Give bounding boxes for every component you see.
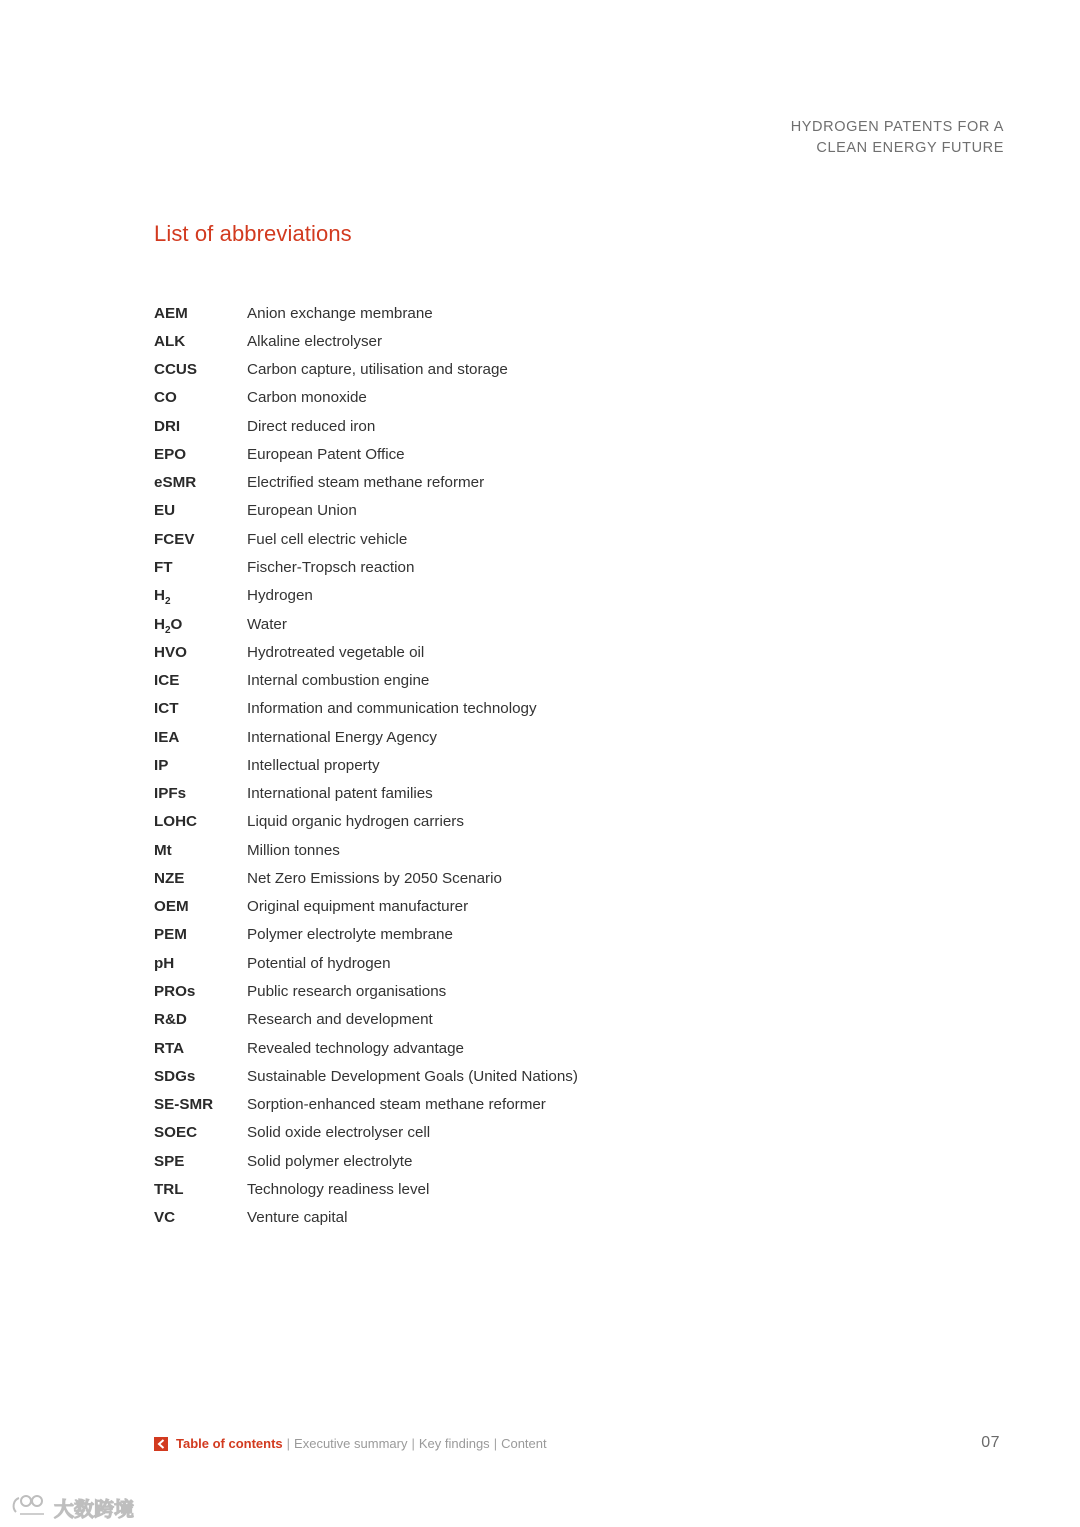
abbreviation-definition: Fischer-Tropsch reaction (247, 559, 415, 577)
abbreviation-row (154, 525, 578, 553)
abbreviation-definition: Intellectual property (247, 756, 380, 774)
abbreviation-row (154, 808, 578, 836)
abbreviation-term: pH (154, 954, 175, 972)
abbreviation-definition: Information and communication technology (247, 700, 537, 718)
abbreviation-term: SE-SMR (154, 1096, 214, 1114)
abbreviation-definition: Hydrotreated vegetable oil (247, 643, 425, 661)
abbreviation-row (154, 384, 578, 412)
abbreviation-row (154, 299, 578, 327)
abbreviation-row (154, 1090, 578, 1118)
abbreviation-term: SPE (154, 1152, 185, 1170)
footer-navigation (154, 1436, 547, 1451)
abbreviation-term: EU (154, 502, 176, 520)
abbreviation-term: ALK (154, 332, 186, 350)
abbreviation-definition: Potential of hydrogen (247, 954, 391, 972)
abbreviation-row (154, 723, 578, 751)
abbreviation-definition: Polymer electrolyte membrane (247, 926, 453, 944)
abbreviation-definition: Technology readiness level (247, 1180, 430, 1198)
abbreviation-definition: Net Zero Emissions by 2050 Scenario (247, 869, 502, 887)
page-number: 07 (981, 1434, 1000, 1451)
abbreviation-row (154, 864, 578, 892)
executive-summary-link[interactable]: Executive summary (294, 1436, 408, 1451)
abbreviation-term: LOHC (154, 813, 198, 831)
abbreviation-term: VC (154, 1209, 176, 1227)
abbreviation-row (154, 921, 578, 949)
abbreviation-row (154, 893, 578, 921)
abbreviation-definition: Million tonnes (247, 841, 340, 859)
abbreviation-row (154, 638, 578, 666)
abbreviation-row (154, 780, 578, 808)
abbreviation-term: HVO (154, 643, 187, 661)
abbreviation-row (154, 666, 578, 694)
abbreviation-row (154, 751, 578, 779)
nav-separator: | (411, 1436, 415, 1451)
abbreviation-term: SOEC (154, 1124, 198, 1142)
abbreviation-definition: Sorption-enhanced steam methane reformer (247, 1096, 546, 1114)
abbreviation-term: EPO (154, 445, 187, 463)
abbreviation-row (154, 327, 578, 355)
abbreviation-row (154, 836, 578, 864)
abbreviation-term: TRL (154, 1180, 184, 1198)
watermark-logo-icon (10, 1492, 50, 1523)
abbreviation-term: RTA (154, 1039, 185, 1057)
abbreviation-row (154, 553, 578, 581)
abbreviation-term: IP (154, 756, 169, 774)
abbreviation-row (154, 582, 578, 610)
abbreviation-term: SDGs (154, 1067, 196, 1085)
abbreviation-definition: Revealed technology advantage (247, 1039, 465, 1057)
abbreviation-row (154, 1147, 578, 1175)
abbreviation-definition: Electrified steam methane reformer (247, 474, 485, 492)
abbreviation-definition: European Union (247, 502, 357, 520)
abbreviation-term: Mt (154, 841, 172, 859)
abbreviation-row (154, 695, 578, 723)
abbreviation-row (154, 1175, 578, 1203)
abbreviation-definition: Hydrogen (247, 587, 313, 605)
abbreviation-definition: Internal combustion engine (247, 672, 430, 690)
abbreviation-term: FT (154, 559, 173, 577)
abbreviation-definition: Solid polymer electrolyte (247, 1152, 413, 1170)
table-of-contents-link[interactable]: Table of contents (176, 1436, 283, 1451)
abbreviation-term: eSMR (154, 474, 197, 492)
abbreviation-row (154, 610, 578, 638)
abbreviation-term: R&D (154, 1011, 187, 1029)
abbreviation-term: CO (154, 389, 177, 407)
running-header (791, 117, 1004, 159)
abbreviation-definition: Original equipment manufacturer (247, 898, 469, 916)
running-header-line-1: HYDROGEN PATENTS FOR A (790, 119, 1004, 135)
abbreviation-row (154, 977, 578, 1005)
abbreviation-definition: International patent families (247, 785, 433, 803)
content-link[interactable]: Content (501, 1436, 547, 1451)
chevron-left-icon[interactable] (154, 1437, 168, 1451)
abbreviation-term: ICT (154, 700, 179, 718)
abbreviation-row (154, 440, 578, 468)
abbreviation-definition: Anion exchange membrane (247, 304, 433, 322)
abbreviation-term: AEM (154, 304, 188, 322)
watermark (10, 1492, 134, 1523)
abbreviation-definition: Fuel cell electric vehicle (247, 530, 408, 548)
abbreviation-term: NZE (154, 869, 185, 887)
running-header-line-2: CLEAN ENERGY FUTURE (816, 140, 1004, 156)
abbreviation-row (154, 412, 578, 440)
abbreviation-row (154, 1006, 578, 1034)
abbreviation-definition: Carbon capture, utilisation and storage (247, 361, 508, 379)
abbreviation-definition: Direct reduced iron (247, 417, 376, 435)
abbreviation-definition: Carbon monoxide (247, 389, 367, 407)
abbreviation-term: ICE (154, 672, 180, 690)
nav-separator: | (493, 1436, 498, 1451)
abbreviation-definition: Alkaline electrolyser (247, 332, 383, 350)
abbreviation-row (154, 356, 578, 384)
abbreviation-row (154, 1034, 578, 1062)
abbreviation-row (154, 497, 578, 525)
abbreviation-row (154, 1119, 578, 1147)
watermark-text: 大数跨境 (54, 1497, 134, 1521)
abbreviation-term: IEA (154, 728, 180, 746)
abbreviation-term: PROs (154, 983, 196, 1000)
abbreviation-row (154, 1062, 578, 1090)
abbreviation-row (154, 469, 578, 497)
abbreviation-definition: Solid oxide electrolyser cell (247, 1124, 431, 1142)
abbreviation-definition: Venture capital (247, 1209, 348, 1227)
abbreviation-row (154, 949, 578, 977)
abbreviation-term: CCUS (154, 361, 198, 379)
nav-separator: | (286, 1436, 291, 1451)
abbreviation-definition: Public research organisations (247, 983, 447, 1000)
abbreviation-term: DRI (154, 417, 181, 435)
abbreviation-term: PEM (154, 926, 187, 944)
abbreviation-definition: Water (247, 615, 287, 633)
abbreviation-term: $H_2$ (154, 587, 171, 608)
abbreviation-definition: European Patent Office (247, 445, 405, 463)
abbreviation-definition: Research and development (247, 1011, 433, 1029)
abbreviation-row (154, 1204, 578, 1232)
abbreviation-term: IPFs (154, 785, 187, 803)
abbreviation-term: FCEV (154, 530, 195, 548)
abbreviation-term: $H_2O$ (154, 615, 183, 636)
abbreviation-definition: International Energy Agency (247, 728, 437, 746)
abbreviation-term: OEM (154, 898, 189, 916)
abbreviation-definition: Liquid organic hydrogen carriers (247, 813, 464, 831)
abbreviation-definition: Sustainable Development Goals (United Nations) (247, 1067, 578, 1085)
key-findings-link[interactable]: Key findings (418, 1436, 490, 1451)
page-title: List of abbreviations (154, 221, 352, 246)
abbreviation-list (154, 299, 578, 1232)
